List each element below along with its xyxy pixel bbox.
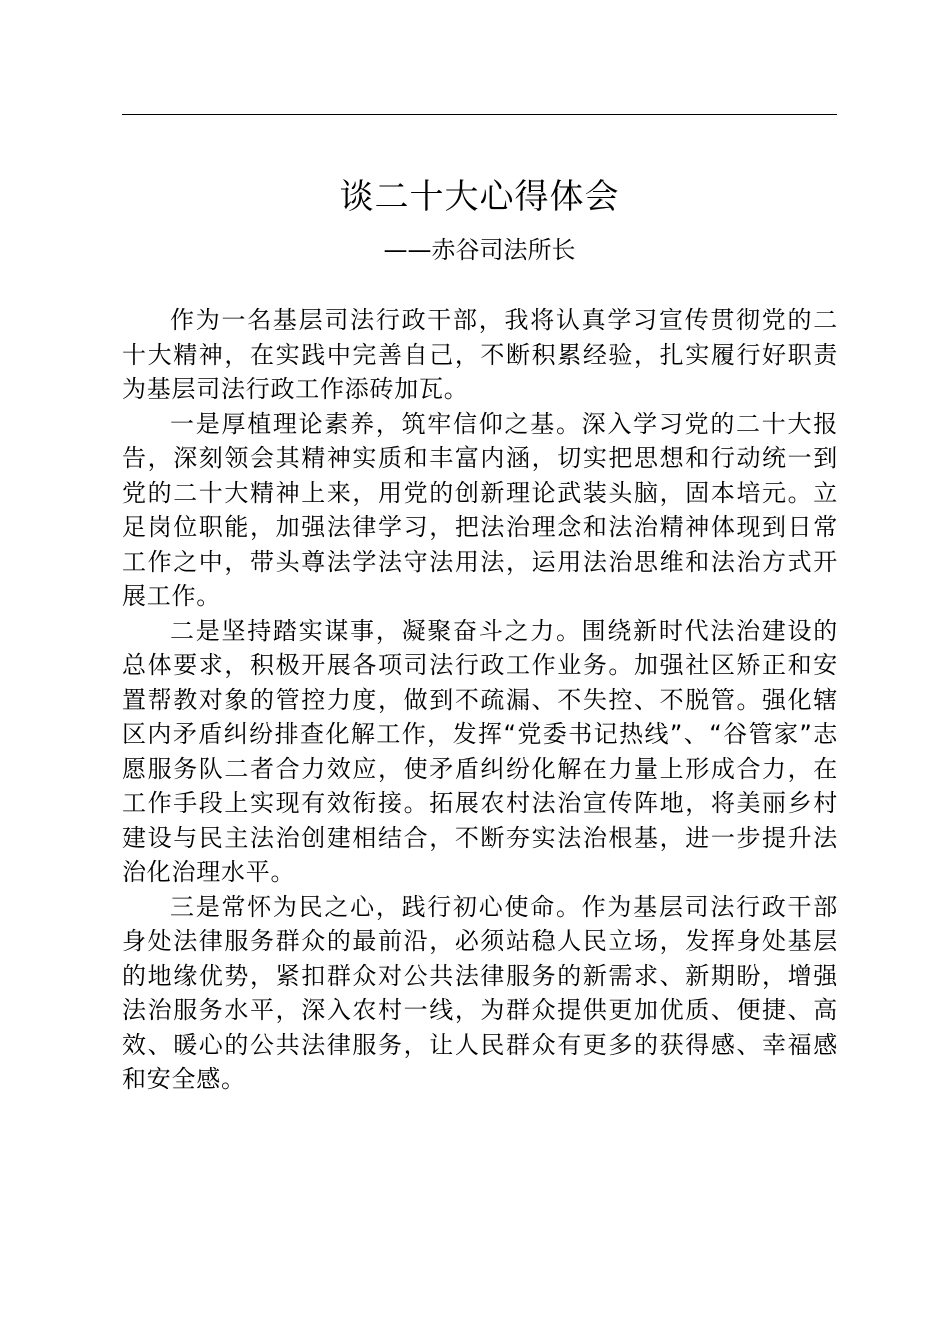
paragraph-intro: 作为一名基层司法行政干部，我将认真学习宣传贯彻党的二十大精神，在实践中完善自己，不断积累经验，扎实履行好职责为基层司法行政工作添砖加瓦。 [122,306,838,403]
header-rule [122,114,837,115]
document-title: 谈二十大心得体会 [339,177,620,217]
document-body [122,303,838,1097]
paragraph-practice: 二是坚持踏实谋事，凝聚奋斗之力。围绕新时代法治建设的总体要求，积极开展各项司法行政工作业务。加强社区矫正和安置帮教对象的管控力度，做到不疏漏、不失控、不脱管。强化辖区内矛盾纠纷排查化解工作，发挥“党委书记热线”、“谷管家”志愿服务队二者合力效应，使矛盾纠纷化解在力量上形成合力，在工作手段上实现有效衔接。拓展农村法治宣传阵地，将美丽乡村建设与民主法治创建相结合，不断夯实法治根基，进一步提升法治化治理水平。 [122,616,838,886]
paragraph-theory: 一是厚植理论素养，筑牢信仰之基。深入学习党的二十大报告，深刻领会其精神实质和丰富内涵，切实把思想和行动统一到党的二十大精神上来，用党的创新理论武装头脑，固本培元。立足岗位职能，加强法律学习，把法治理念和法治精神体现到日常工作之中，带头尊法学法守法用法，运用法治思维和法治方式开展工作。 [122,409,838,610]
paragraph-people: 三是常怀为民之心，践行初心使命。作为基层司法行政干部身处法律服务群众的最前沿，必须站稳人民立场，发挥身处基层的地缘优势，紧扣群众对公共法律服务的新需求、新期盼，增强法治服务水平，深入农村一线，为群众提供更加优质、便捷、高效、暖心的公共法律服务，让人民群众有更多的获得感、幸福感和安全感。 [122,892,838,1093]
document-subtitle: ——赤谷司法所长 [383,236,576,264]
